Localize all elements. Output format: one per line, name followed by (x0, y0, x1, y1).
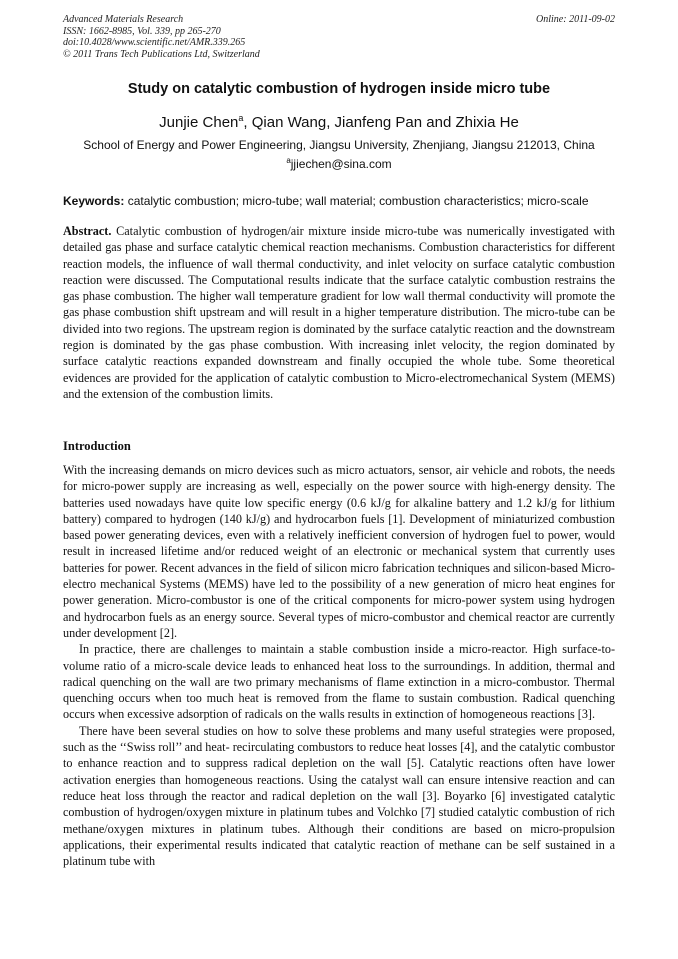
online-date: Online: 2011-09-02 (536, 14, 615, 25)
email-address: jjiechen@sina.com (290, 157, 392, 171)
intro-paragraph-2: In practice, there are challenges to maintain a stable combustion inside a micro-reactor. High surface-to-volume ratio of a micro-scale device leads to enhanced heat loss to the surroundings. In addition, thermal and radical quenching on the wall are two primary mechanisms of flame extinction in a micro-combustor. Thermal quenching occurs when too much heat is removed from the flame to sustain combustion. Radical quenching occurs when excessive adsorption of radicals on the walls results in extinction of homogeneous reactions [3]. (63, 642, 615, 722)
author-rest: , Qian Wang, Jianfeng Pan and Zhixia He (243, 114, 519, 131)
email-superscript: a (286, 156, 291, 165)
keywords-text: catalytic combustion; micro-tube; wall material; combustion characteristics; micro-scale (124, 194, 589, 208)
affiliation: School of Energy and Power Engineering, Jiangsu University, Zhenjiang, Jiangsu 212013, China (83, 138, 595, 152)
author-first-superscript: a (238, 113, 244, 123)
author-line (40, 113, 638, 131)
doi-line: doi:10.4028/www.scientific.net/AMR.339.265 (63, 37, 246, 48)
running-header (63, 14, 615, 60)
paper-title: Study on catalytic combustion of hydrogen inside micro tube (127, 81, 551, 97)
keywords-label: Keywords: (63, 194, 125, 208)
journal-name: Advanced Materials Research (63, 14, 184, 25)
abstract-text: Catalytic combustion of hydrogen/air mixture inside micro-tube was numerically investigated with detailed gas phase and surface catalytic chemical reaction mechanisms. Combustion characteristics for different reaction models, the influence of wall thermal conductivity, and inlet velocity on surface catalytic combustion reaction were discussed. The Computational results indicate that the surface catalytic combustion restrains the gas phase combustion. The higher wall temperature gradient for low wall thermal conductivity will promote the gas phase combustion shift upstream and will result in a higher temperature distribution. The micro-tube can be divided into two regions. The upstream region is dominated by the surface catalytic reaction and the downstream region is dominated by the gas phase combustion. With increasing inlet velocity, the region dominated by surface catalytic reactions expanded downstream and finally occupied the whole tube. Some theoretical evidences are provided for the application of catalytic combustion to Micro-electromechanical System (MEMS) and the extension of the combustion limits. (63, 224, 615, 401)
keywords-line (63, 194, 623, 208)
email-line (40, 156, 638, 171)
publication-info (63, 14, 615, 60)
abstract (63, 223, 615, 402)
copyright-line: © 2011 Trans Tech Publications Ltd, Switzerland (63, 48, 260, 60)
introduction-heading: Introduction (63, 439, 131, 453)
intro-paragraph-1: With the increasing demands on micro devices such as micro actuators, sensor, air vehicle and robots, the needs for micro-power supply are increasing as well, especially on the power source with high-energy density. The batteries used nowadays have quite low specific energy (0.6 kJ/g for alkaline battery and 1.2 kJ/g for lithium battery) compared to hydrogen (140 kJ/g) and hydrocarbon fuels [1]. Development of miniaturized combustion based power generating devices, even with a relatively inefficient conversion of hydrogen fuel to power, would result in increased lifetime and/or reduced weight of an electronic or mechanical system that currently uses batteries for power. Recent advances in the field of silicon micro fabrication techniques and silicon-based Micro-electro mechanical Systems (MEMS) have led to the possibility of a new generation of micro heat engines for power generation. Micro-combustor is one of the critical components for micro-power system using hydrogen and hydrocarbon fuels as an energy source. Several types of micro-combustor and chemical reactor are currently under development [2]. (63, 463, 615, 640)
abstract-label: Abstract. (63, 224, 112, 238)
introduction-body (63, 462, 615, 869)
intro-paragraph-3: There have been several studies on how to solve these problems and many useful strategies were proposed, such as the ‘‘Swiss roll’’ and heat- recirculating combustors to reduce heat losses [4], and the catalytic combustor to enhance reaction and to suppress radical depletion on the wall [5]. Catalytic reactions often have lower activation energies than homogeneous reactions. Using the catalyst wall can ensure intensive reaction and can reduce heat loss through the reactor and radical depletion on the wall [3]. Boyarko [6] investigated catalytic combustion of hydrogen/oxygen mixture in platinum tubes and Volchko [7] studied catalytic combustion of rich methane/oxygen mixtures in platinum tubes. Although their conditions are based on micro-propulsion applications, their experimental results indicated that catalytic reaction of methane can be self sustained in a platinum tube with (63, 723, 615, 869)
author-first: Junjie Chen (159, 114, 239, 131)
issn-line: ISSN: 1662-8985, Vol. 339, pp 265-270 (63, 25, 221, 37)
